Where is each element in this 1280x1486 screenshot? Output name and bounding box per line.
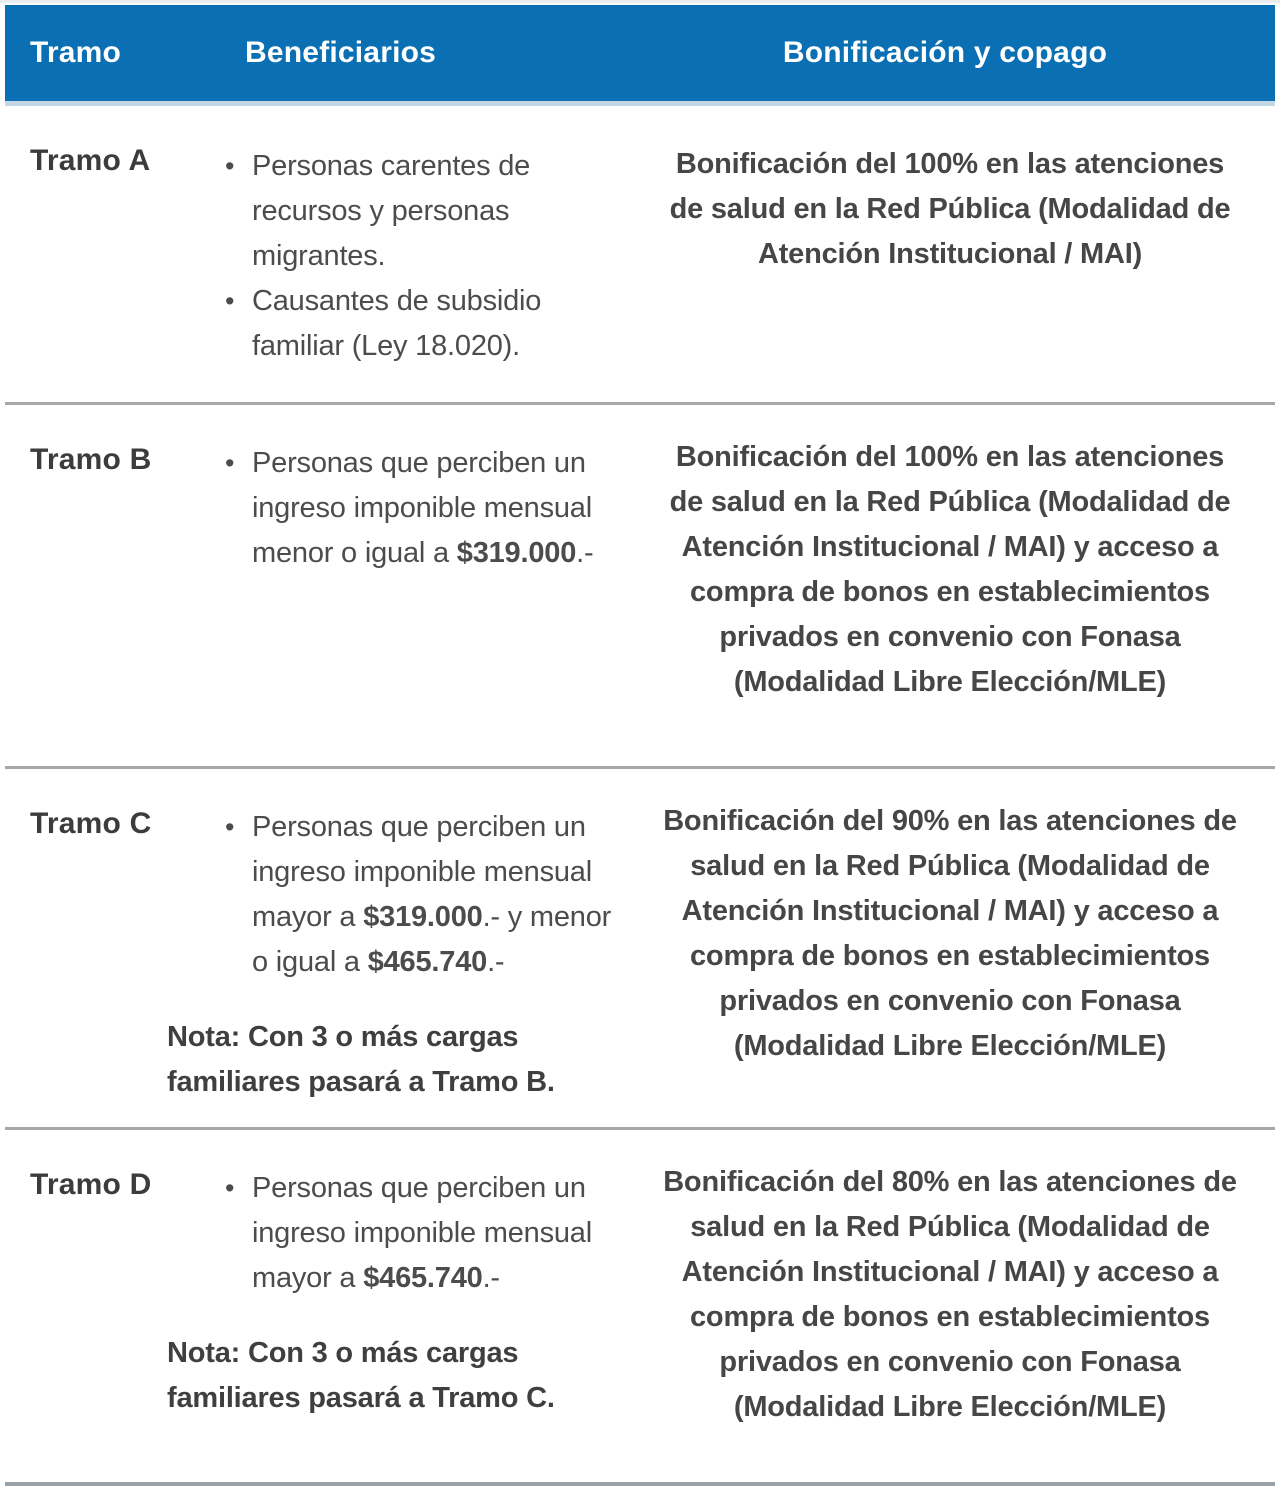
- bonificacion-cell: [650, 1130, 1275, 1482]
- bonificacion-cell: [650, 405, 1275, 766]
- beneficiarios-bullet-list: [225, 144, 627, 369]
- tramo-label: Tramo C: [30, 807, 152, 840]
- beneficiarios-bullet-list: [225, 1166, 627, 1301]
- bonificacion-text: Bonificación del 90% en las atenciones de salud en la Red Pública (Modalidad de Atención Institucional / MAI) y acceso a compra de bonos en establecimientos privados en convenio con Fonasa (Modalidad Libre Elección/MLE): [663, 805, 1237, 1062]
- amount-bold: $319.000: [363, 901, 483, 933]
- table-row-tramo-d: [5, 1130, 1275, 1482]
- bullet-item: • Personas que perciben un ingreso imponible mensual mayor a $465.740.-: [225, 1166, 627, 1301]
- tramo-cell: [5, 405, 165, 766]
- table-row-tramo-a: [5, 106, 1275, 402]
- bottom-border-line: [5, 1482, 1275, 1486]
- beneficiarios-bullet-list: [225, 441, 627, 576]
- tramo-cell: [5, 769, 165, 1127]
- table-body: [5, 106, 1275, 1486]
- bonificacion-text: Bonificación del 100% en las atenciones de salud en la Red Pública (Modalidad de Atención Institucional / MAI) y acceso a compra de bonos en establecimientos privados en convenio con Fonasa (Modalidad Libre Elección/MLE): [669, 441, 1231, 698]
- beneficiarios-cell: [165, 1130, 650, 1482]
- table-row-tramo-b: [5, 405, 1275, 766]
- tramo-cell: [5, 106, 165, 402]
- table-header-row: [5, 5, 1275, 101]
- header-cell-tramo: Tramo: [30, 36, 122, 69]
- header-cell-bonificacion: Bonificación y copago: [782, 36, 1108, 69]
- bonificacion-text: Bonificación del 80% en las atenciones de salud en la Red Pública (Modalidad de Atención Institucional / MAI) y acceso a compra de bonos en establecimientos privados en convenio con Fonasa (Modalidad Libre Elección/MLE): [663, 1166, 1237, 1423]
- amount-bold: $465.740: [363, 1262, 483, 1294]
- beneficiarios-cell: [165, 405, 650, 766]
- amount-bold: $319.000: [456, 537, 577, 569]
- nota-text: Nota: Con 3 o más cargas familiares pasará a Tramo B.: [167, 1021, 555, 1098]
- bullet-item: • Personas que perciben un ingreso imponible mensual menor o igual a $319.000.-: [225, 441, 627, 576]
- bullet-item: • Personas que perciben un ingreso imponible mensual mayor a $319.000.- y menor o igual a $465.740.-: [225, 805, 627, 985]
- nota-text: Nota: Con 3 o más cargas familiares pasará a Tramo C.: [167, 1337, 555, 1414]
- amount-bold: $465.740: [367, 946, 488, 978]
- top-border-line: [0, 0, 1280, 3]
- header-cell-beneficiarios: Beneficiarios: [245, 36, 437, 69]
- beneficiarios-bullet-list: [225, 805, 627, 985]
- tramo-cell: [5, 1130, 165, 1482]
- tramo-label: Tramo A: [30, 144, 151, 177]
- beneficiarios-cell: [165, 769, 650, 1127]
- bonificacion-text: Bonificación del 100% en las atenciones de salud en la Red Pública (Modalidad de Atención Institucional / MAI): [669, 148, 1231, 270]
- bonificacion-cell: [650, 106, 1275, 402]
- bonificacion-cell: [650, 769, 1275, 1127]
- bullet-item: • Personas carentes de recursos y personas migrantes.: [225, 144, 627, 279]
- tramo-label: Tramo D: [30, 1168, 152, 1201]
- bullet-item: • Causantes de subsidio familiar (Ley 18.020).: [225, 279, 627, 369]
- table-row-tramo-c: [5, 769, 1275, 1127]
- beneficiarios-cell: [165, 106, 650, 402]
- table-header-wrap: [5, 5, 1275, 106]
- tramo-label: Tramo B: [30, 443, 152, 476]
